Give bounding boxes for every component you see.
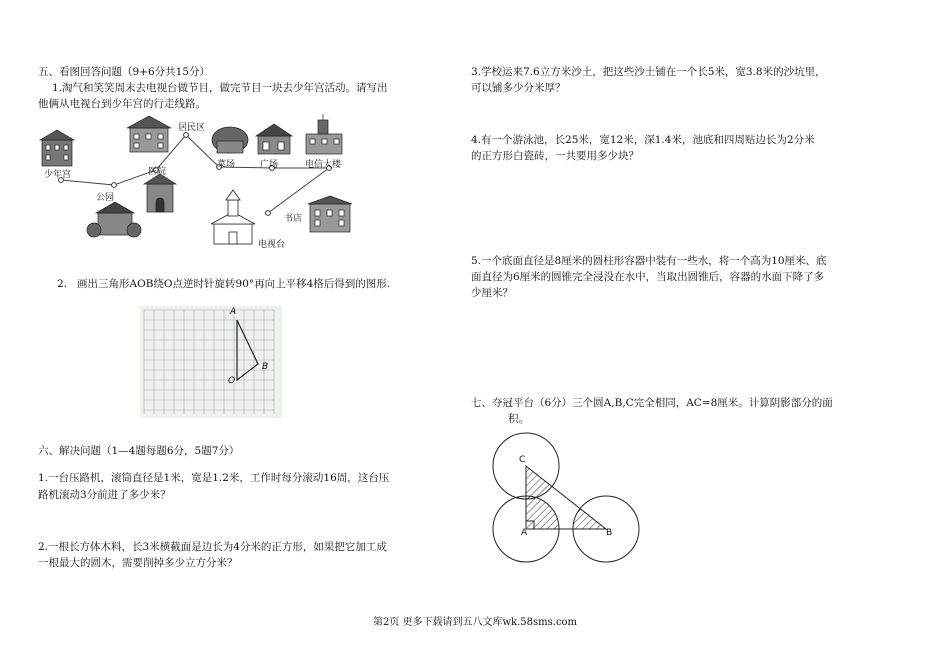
rotation-grid	[140, 306, 282, 418]
label-circle-a: A	[521, 528, 528, 538]
section5-title: 五、看图回答问题（9+6分共15分）	[38, 66, 211, 78]
park-icon	[87, 202, 141, 237]
label-point-a: A	[230, 307, 237, 317]
q6-3-line2: 可以铺多少分米厚？	[471, 82, 566, 94]
q6-1-line1: 1.一台压路机，滚筒直径是1米，宽是1.2米，工作时每分滚动16周，这台压	[38, 472, 390, 484]
label-telecom: 电信大楼	[305, 160, 342, 170]
label-park: 公园	[96, 193, 115, 203]
three-circles-figure	[490, 430, 650, 570]
q5-2-text: 画出三角形AOB绕O点逆时针旋转90°再向上平移4格后得到的图形.	[77, 278, 391, 290]
label-residential: 居民区	[178, 123, 206, 133]
q6-2-line1: 2.一根长方体木料，长3米横截面是边长为4分米的正方形，如果把它加工成	[38, 541, 387, 553]
q6-3-line1: 3.学校运来7.6立方米沙土，把这些沙土铺在一个长5米，宽3.8米的沙坑里，	[471, 66, 826, 78]
q5-1-line2: 他俩从电视台到少年宫的行走线路。	[38, 98, 206, 110]
label-point-b: B	[262, 362, 269, 372]
q6-4-line2: 的正方形白瓷砖，一共要用多少块？	[471, 150, 639, 162]
label-hospital: 医院	[148, 167, 167, 177]
label-circle-c: C	[519, 455, 526, 465]
q6-2-line2: 一根最大的圆木，需要削掉多少立方分米？	[38, 557, 238, 569]
route-map	[30, 112, 400, 252]
label-bookstore: 书店	[284, 214, 303, 224]
telecom-tower-icon	[306, 114, 342, 154]
residential-icon	[127, 116, 171, 152]
q6-1-line2: 路机滚动3分前进了多少米？	[38, 489, 171, 501]
section7-line1: 七、夺冠平台（6分）三个圆A,B,C完全相同，AC=8厘米。计算阴影部分的面	[471, 397, 833, 409]
bookstore-icon	[308, 196, 352, 232]
hospital-icon	[144, 174, 176, 212]
q6-5-line1: 5.一个底面直径是8厘米的圆柱形容器中装有一些水，将一个高为10厘米、底	[471, 255, 827, 267]
square-icon	[256, 124, 292, 154]
page-footer: 第2页 更多下载请到五八文库wk.58sms.com	[372, 617, 578, 628]
tv-station-icon	[211, 190, 255, 244]
q5-2-number: 2.	[57, 278, 68, 290]
youth-palace-icon	[40, 130, 74, 166]
market-icon	[212, 127, 248, 153]
label-market: 菜场	[217, 160, 236, 170]
label-tv-station: 电视台	[258, 240, 286, 250]
q6-5-line3: 少厘米？	[471, 287, 513, 299]
label-square: 广场	[260, 160, 279, 170]
q6-5-line2: 面直径为6厘米的圆锥完全浸没在水中，当取出圆锥后，容器的水面下降了多	[471, 271, 825, 283]
label-point-o: O	[228, 376, 236, 386]
section6-title: 六、解决问题（1—4题每题6分，5题7分）	[38, 445, 240, 457]
label-youth-palace: 少年宫	[44, 170, 72, 180]
label-circle-b: B	[606, 528, 613, 538]
q6-4-line1: 4.有一个游泳池，长25米，宽12米，深1.4米，池底和四周贴边长为2分米	[471, 134, 815, 146]
q5-1-line1: 1.淘气和笑笑周末去电视台做节目，做完节目一块去少年宫活动。请写出	[52, 82, 388, 94]
section7-line2: 积。	[508, 413, 529, 425]
